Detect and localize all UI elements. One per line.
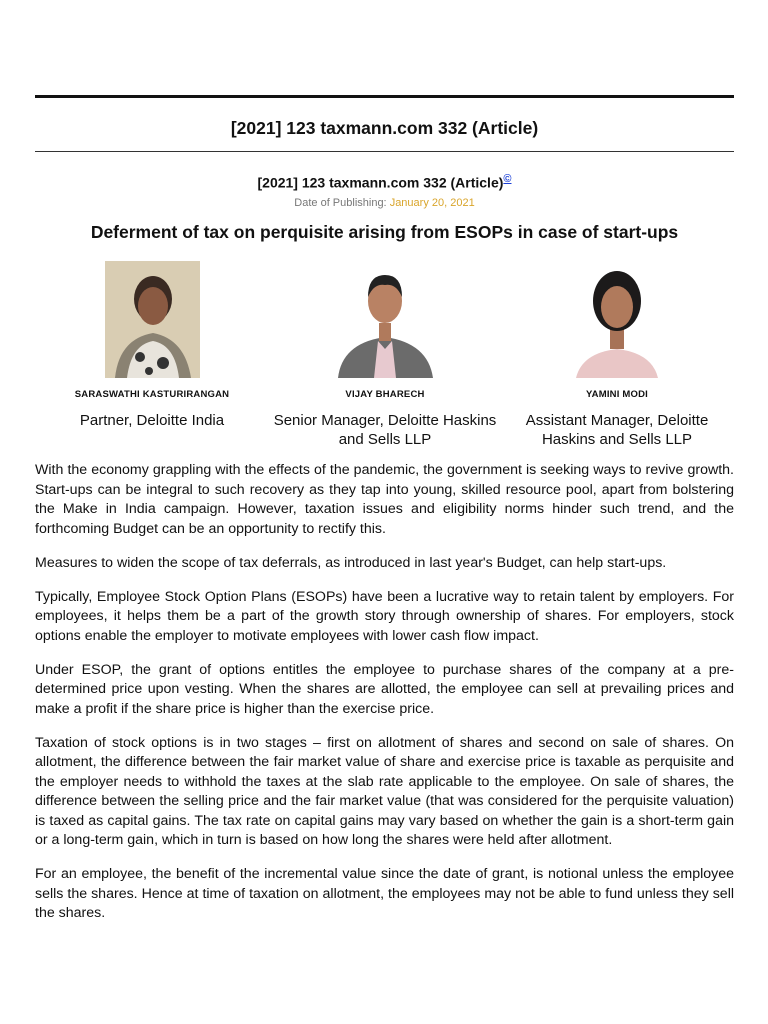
author-name: YAMINI MODI [585,389,649,400]
author-photo [338,261,433,378]
author-role: Assistant Manager, Deloitte Haskins and Sells LLP [525,412,709,448]
page-title: [2021] 123 taxmann.com 332 (Article) [230,118,539,138]
author-name: SARASWATHI KASTURIRANGAN [74,389,230,400]
author-photo [105,261,200,378]
publish-date: Date of Publishing: January 20, 2021 [294,197,475,209]
paragraph: Typically, Employee Stock Option Plans (ESOPs) have been a lucrative way to retain talent by employers. For employees, it helps them be a part of the growth story through ownership of shares. For employers, stock options enable the employer to motivate employees with lower cash flow impact. [35,588,734,644]
author-card [269,261,501,449]
top-rule [35,95,734,98]
author-role: Senior Manager, Deloitte Haskins and Sells LLP [273,412,497,448]
article-citation: [2021] 123 taxmann.com 332 (Article)© [257,173,512,191]
author-card [36,261,268,430]
author-name: VIJAY BHARECH [345,389,425,400]
paragraph: With the economy grappling with the effects of the pandemic, the government is seeking ways to revive growth. Start-ups can be integral to such recovery as they tap into young, skilled resource pool, apart from bolstering the Make in India campaign. However, taxation issues and eligibility norms hinder such trend, and the forthcoming Budget can be an opportunity to rectify this. [35,462,734,537]
author-card [501,261,733,449]
paragraph: Under ESOP, the grant of options entitles the employee to purchase shares of the company at a pre-determined price upon vesting. When the shares are allotted, the employee can sell at prevailing prices and make a profit if the share price is higher than the exercise price. [35,661,734,717]
paragraph: Taxation of stock options is in two stages – first on allotment of shares and second on sale of shares. On allotment, the difference between the fair market value of share and exercise price is taxable as perquisite and the employer needs to withhold the taxes at the slab rate applicable to the employee. On sale of shares, the difference between the selling price and the fair market value (that was considered for the perquisite valuation) is taxed as capital gains. The tax rate on capital gains may vary based on whether the gain is a short-term gain or a long-term gain, which in turn is based on how long the shares were held after allotment. [35,734,734,848]
author-role: Partner, Deloitte India [79,412,225,429]
author-photo [570,261,665,378]
paragraph: For an employee, the benefit of the incremental value since the date of grant, is notional unless the employee sells the shares. Hence at time of taxation on allotment, the employees may not be able to fund unless they sell the shares. [35,866,734,921]
copyright-link[interactable]: © [503,173,512,185]
paragraph: Measures to widen the scope of tax deferrals, as introduced in last year's Budget, can help start-ups. [35,554,667,571]
article-headline: Deferment of tax on perquisite arising from ESOPs in case of start-ups [90,222,679,242]
article-body [35,461,734,938]
title-divider [35,151,734,152]
